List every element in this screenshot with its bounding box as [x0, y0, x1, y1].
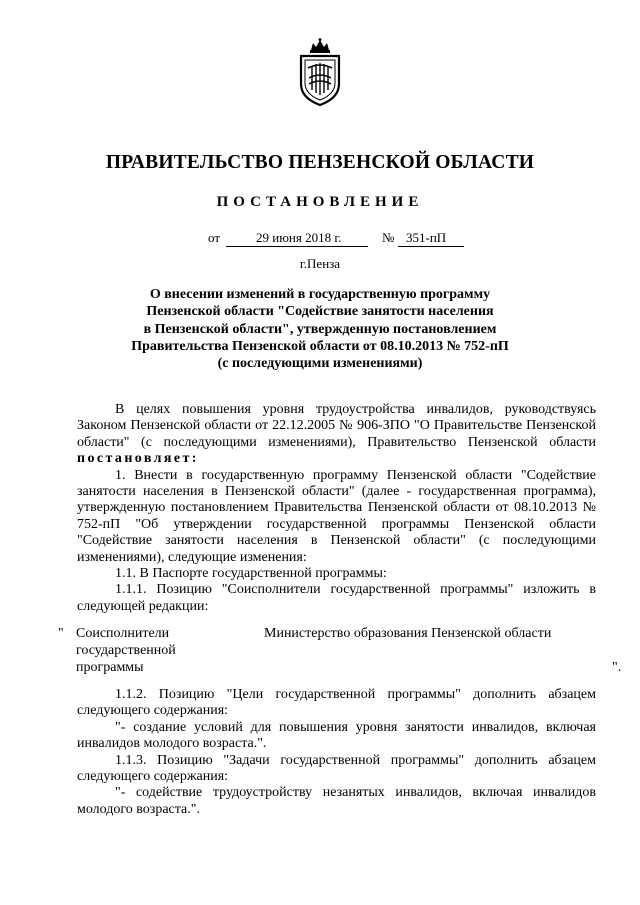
document-body-continued [77, 687, 596, 818]
city: г.Пенза [299, 256, 341, 271]
date-number-line [208, 230, 478, 248]
resolves-word: постановляет: [77, 451, 199, 467]
document-type: ПОСТАНОВЛЕНИЕ [216, 194, 424, 210]
table-label-cell: Соисполнители государственной программы [76, 626, 176, 675]
subject-line: в Пензенской области", утвержденную постановлением [143, 321, 497, 337]
passport-table [58, 625, 622, 685]
subject-line: (с последующими изменениями) [217, 356, 423, 372]
document-number: 351-пП [406, 230, 447, 245]
date-prefix: от [208, 230, 221, 245]
preamble-text: В целях повышения уровня трудоустройства инвалидов, руководствуясь Законом Пензенской области от 22.12.2005 № 906-ЗПО "О Правительстве Пензенской области" (с последующими изменениями), Правительство Пензенской области [77, 402, 596, 450]
item-paragraph: 1.1.3. Позицию "Задачи государственной программы" дополнить абзацем следующего содержания: [77, 752, 596, 785]
number-prefix: № [382, 230, 395, 245]
item-paragraph: 1.1.1. Позицию "Соисполнители государственной программы" изложить в следующей редакции: [77, 582, 596, 614]
government-title: ПРАВИТЕЛЬСТВО ПЕНЗЕНСКОЙ ОБЛАСТИ [105, 152, 535, 173]
item-paragraph: 1. Внести в государственную программу Пензенской области "Содействие занятости населения в Пензенской области" (далее - государственная программа), утвержденную постановлением Правительства Пензенской области от 08.10.2013 № 752-пП "Об утверждении государственной программы Пензенской области "Содействие занятости населения в Пензенской области" (с последующими изменениями), следующие изменения: [77, 467, 596, 565]
item-paragraph: 1.1. В Паспорте государственной программы: [115, 566, 387, 582]
item-paragraph: "- содействие трудоустройству незанятых инвалидов, включая инвалидов молодого возраста.". [77, 785, 596, 817]
date-underline [226, 246, 368, 247]
document-subject [100, 286, 540, 372]
number-underline [398, 246, 464, 247]
subject-line: Правительства Пензенской области от 08.10.2013 № 752-пП [131, 338, 509, 354]
table-value-cell: Министерство образования Пензенской области [264, 626, 552, 641]
table-open-quote: " [58, 626, 64, 641]
table-close-quote: ". [612, 660, 622, 675]
coat-of-arms-emblem [297, 38, 343, 108]
document-body [77, 402, 596, 615]
item-paragraph: "- создание условий для повышения уровня занятости инвалидов, включая инвалидов молодого возраста.". [77, 719, 596, 752]
subject-line: О внесении изменений в государственную программу [149, 287, 491, 302]
subject-line: Пензенской области "Содействие занятости населения [146, 304, 494, 320]
document-date: 29 июня 2018 г. [256, 230, 342, 245]
preamble-paragraph [77, 402, 596, 468]
item-paragraph: 1.1.2. Позицию "Цели государственной программы" дополнить абзацем следующего содержания: [77, 687, 596, 719]
